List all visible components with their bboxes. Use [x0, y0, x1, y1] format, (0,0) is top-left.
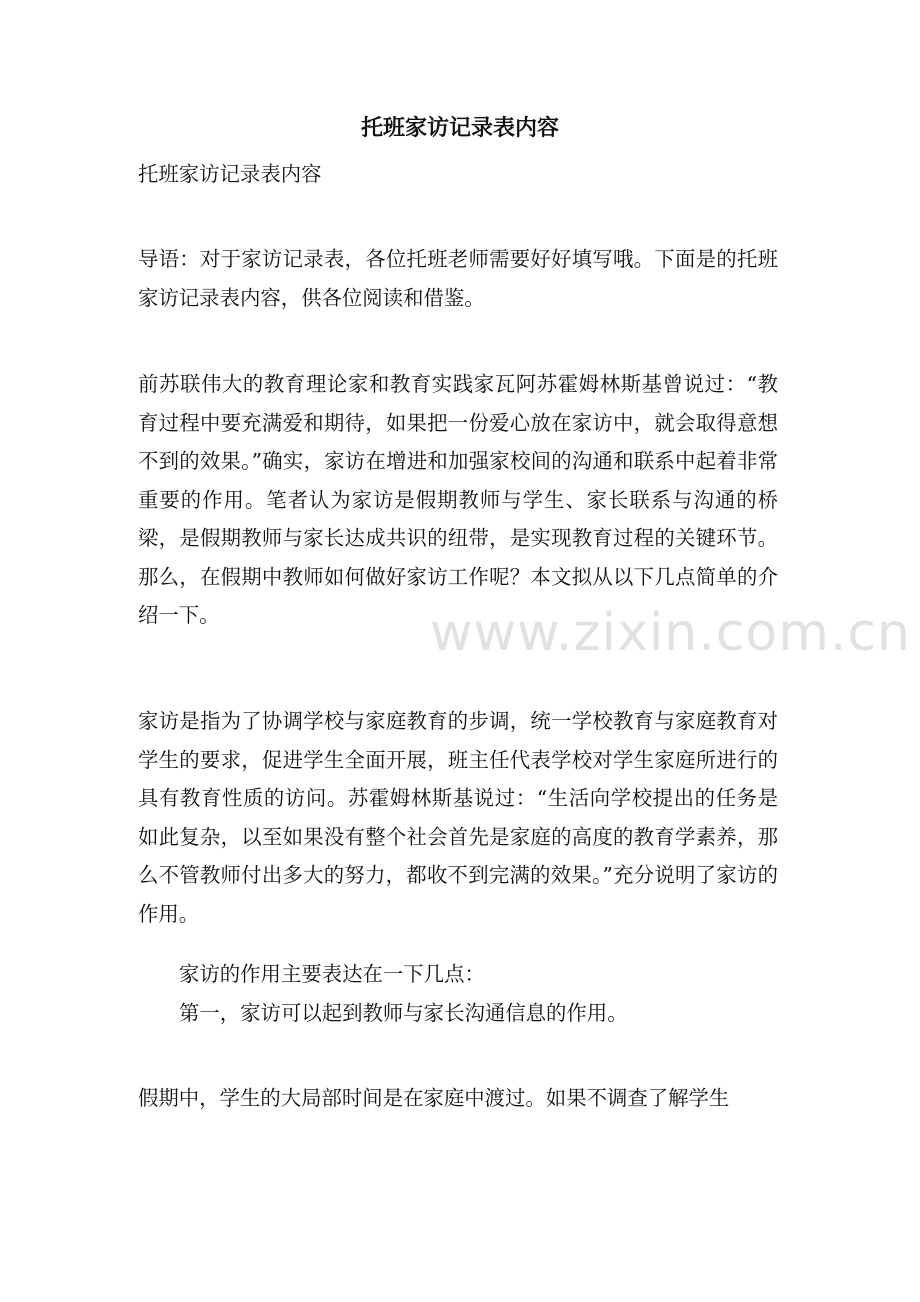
document-title: 托班家访记录表内容	[360, 115, 559, 141]
document-subtitle: 托班家访记录表内容	[138, 162, 322, 186]
paragraph-holiday: 假期中，学生的大局部时间是在家庭中渡过。如果不调查了解学生	[138, 1086, 730, 1110]
paragraph-first-point: 第一，家访可以起到教师与家长沟通信息的作用。	[179, 1001, 628, 1025]
paragraph-quote-suhomlinsky: 前苏联伟大的教育理论家和教育实践家瓦阿苏霍姆林斯基曾说过：“教育过程中要充满爱和期待，如果把一份爱心放在家访中，就会取得意想不到的效果。”确实，家访在增进和加强家校间的沟通和联系中起着非常重要的作用。笔者认为家访是假期教师与学生、家长联系与沟通的桥梁，是假期教师与家长达成共识的纽带，是实现教育过程的关键环节。那么，在假期中教师如何做好家访工作呢？本文拟从以下几点简单的介绍一下。	[138, 372, 778, 627]
paragraph-intro: 导语：对于家访记录表，各位托班老师需要好好填写哦。下面是的托班家访记录表内容，供各位阅读和借鉴。	[138, 247, 778, 310]
paragraph-home-visit-role: 家访的作用主要表达在一下几点：	[179, 962, 485, 986]
watermark: www.zixin.com.cn	[430, 603, 911, 663]
paragraph-home-visit-definition: 家访是指为了协调学校与家庭教育的步调，统一学校教育与家庭教育对学生的要求，促进学生全面开展，班主任代表学校对学生家庭所进行的具有教育性质的访问。苏霍姆林斯基说过：“生活向学校提出的任务是如此复杂，以至如果没有整个社会首先是家庭的高度的教育学素养，那么不管教师付出多大的努力，都收不到完满的效果。”充分说明了家访的作用。	[138, 709, 778, 926]
